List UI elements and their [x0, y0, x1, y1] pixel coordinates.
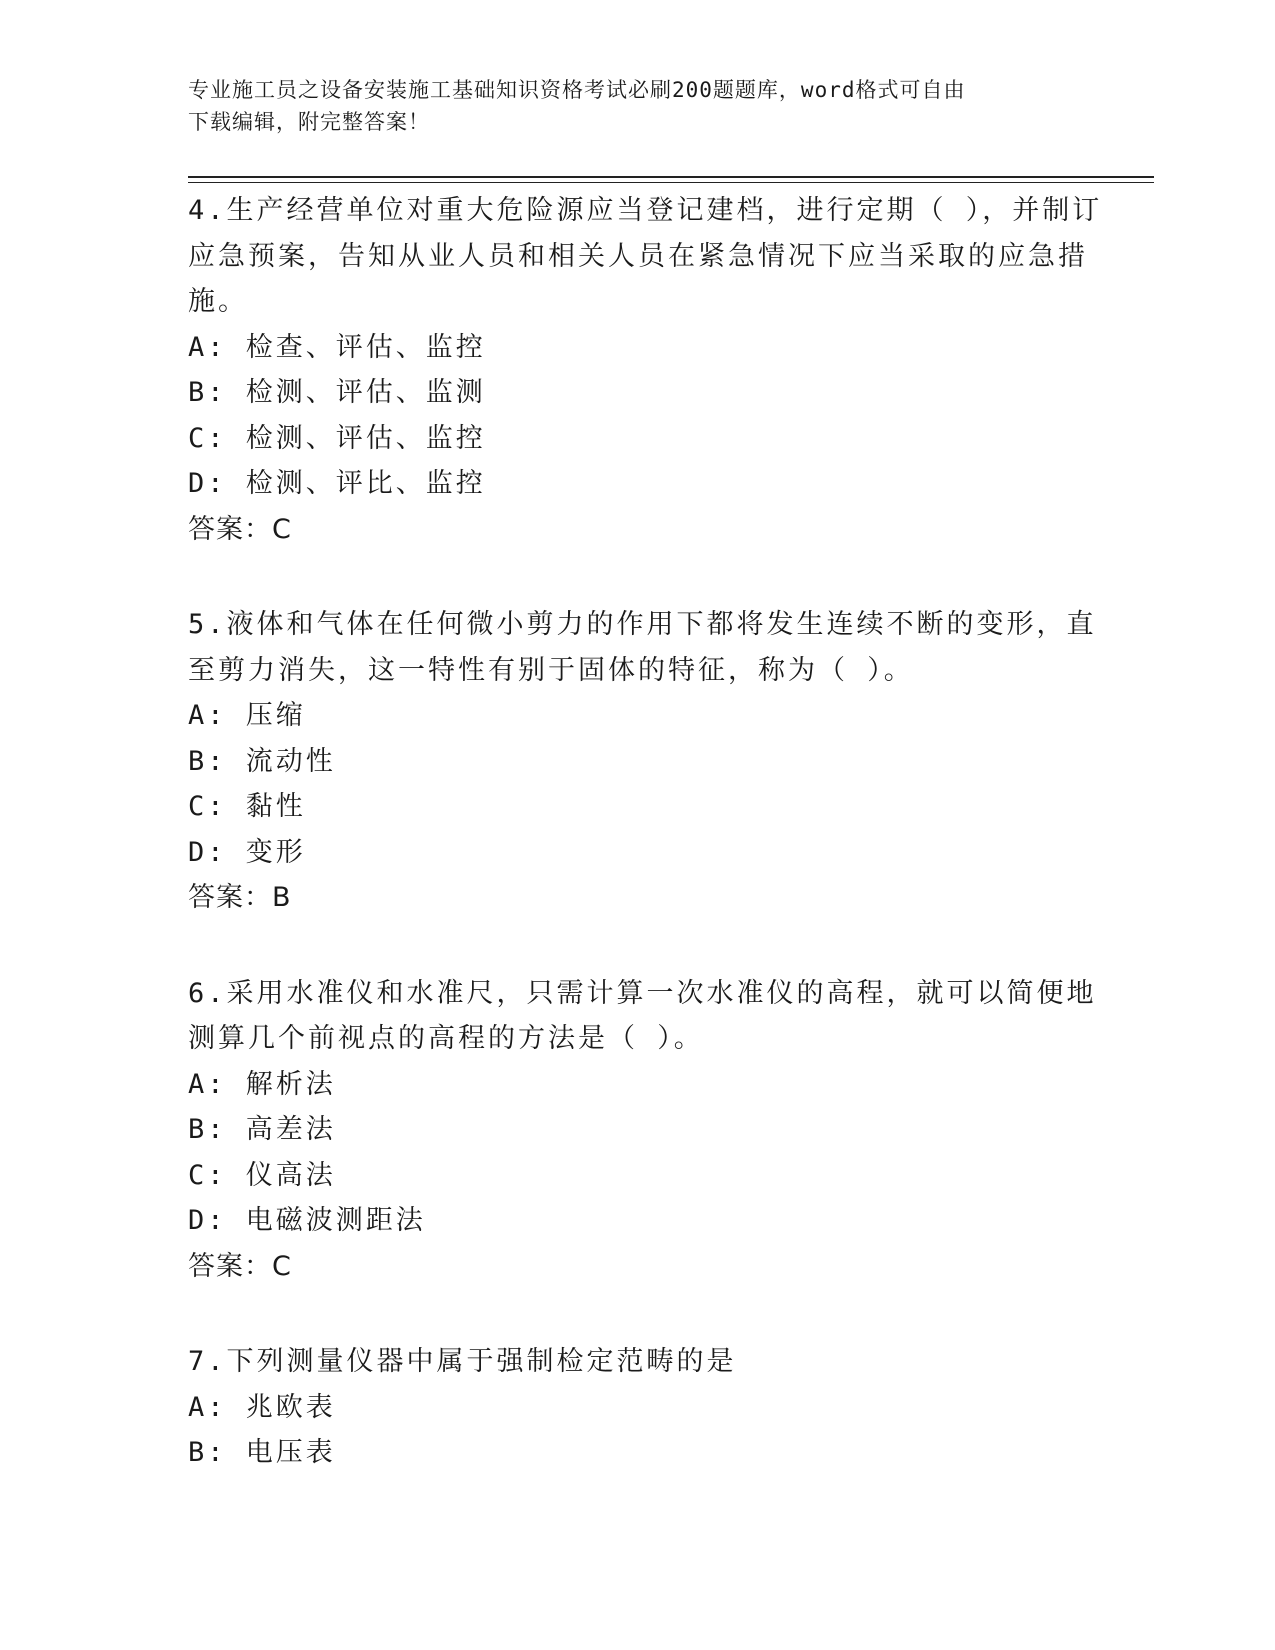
option-d: D: 电磁波测距法 — [188, 1205, 426, 1236]
option-c: C: 检测、评估、监控 — [188, 422, 486, 454]
option-b: B: 电压表 — [188, 1437, 336, 1468]
question-text-line: 4.生产经营单位对重大危险源应当登记建档，进行定期（ ），并制订 — [188, 195, 1103, 226]
header-title-line-1: 专业施工员之设备安装施工基础知识资格考试必刷200题题库，word格式可自由 — [188, 78, 966, 102]
option-a: A: 兆欧表 — [188, 1391, 336, 1423]
document-header — [188, 74, 1068, 138]
option-a: A: 解析法 — [188, 1068, 336, 1100]
option-c: C: 黏性 — [188, 791, 306, 822]
option-d: D: 变形 — [188, 836, 306, 868]
question-7 — [188, 1339, 1088, 1476]
question-5 — [188, 602, 1097, 921]
question-text-line: 施。 — [188, 286, 248, 317]
option-b: B: 检测、评估、监测 — [188, 377, 486, 408]
header-title-line-2: 下载编辑，附完整答案！ — [188, 110, 430, 134]
header-divider-thick — [188, 176, 1154, 178]
option-b: B: 高差法 — [188, 1114, 336, 1145]
question-text-line: 7.下列测量仪器中属于强制检定范畴的是 — [188, 1346, 737, 1377]
question-list — [188, 188, 1103, 1526]
header-divider-thin — [188, 182, 1154, 183]
option-b: B: 流动性 — [188, 745, 336, 777]
option-a: A: 压缩 — [188, 700, 306, 731]
question-6 — [188, 971, 1097, 1290]
answer-line: 答案：B — [188, 882, 292, 913]
question-text-line: 6.采用水准仪和水准尺，只需计算一次水准仪的高程，就可以简便地 — [188, 977, 1097, 1009]
question-text-line: 应急预案，告知从业人员和相关人员在紧急情况下应当采取的应急措 — [188, 240, 1088, 272]
question-text-line: 测算几个前视点的高程的方法是（ ）。 — [188, 1023, 704, 1054]
answer-line: 答案：C — [188, 1250, 292, 1282]
option-d: D: 检测、评比、监控 — [188, 468, 486, 499]
option-c: C: 仪高法 — [188, 1159, 336, 1191]
question-text-line: 至剪力消失，这一特性有别于固体的特征，称为（ ）。 — [188, 654, 914, 686]
answer-line: 答案：C — [188, 513, 292, 545]
question-4 — [188, 188, 1103, 552]
question-text-line: 5.液体和气体在任何微小剪力的作用下都将发生连续不断的变形，直 — [188, 609, 1097, 640]
option-a: A: 检查、评估、监控 — [188, 331, 486, 363]
